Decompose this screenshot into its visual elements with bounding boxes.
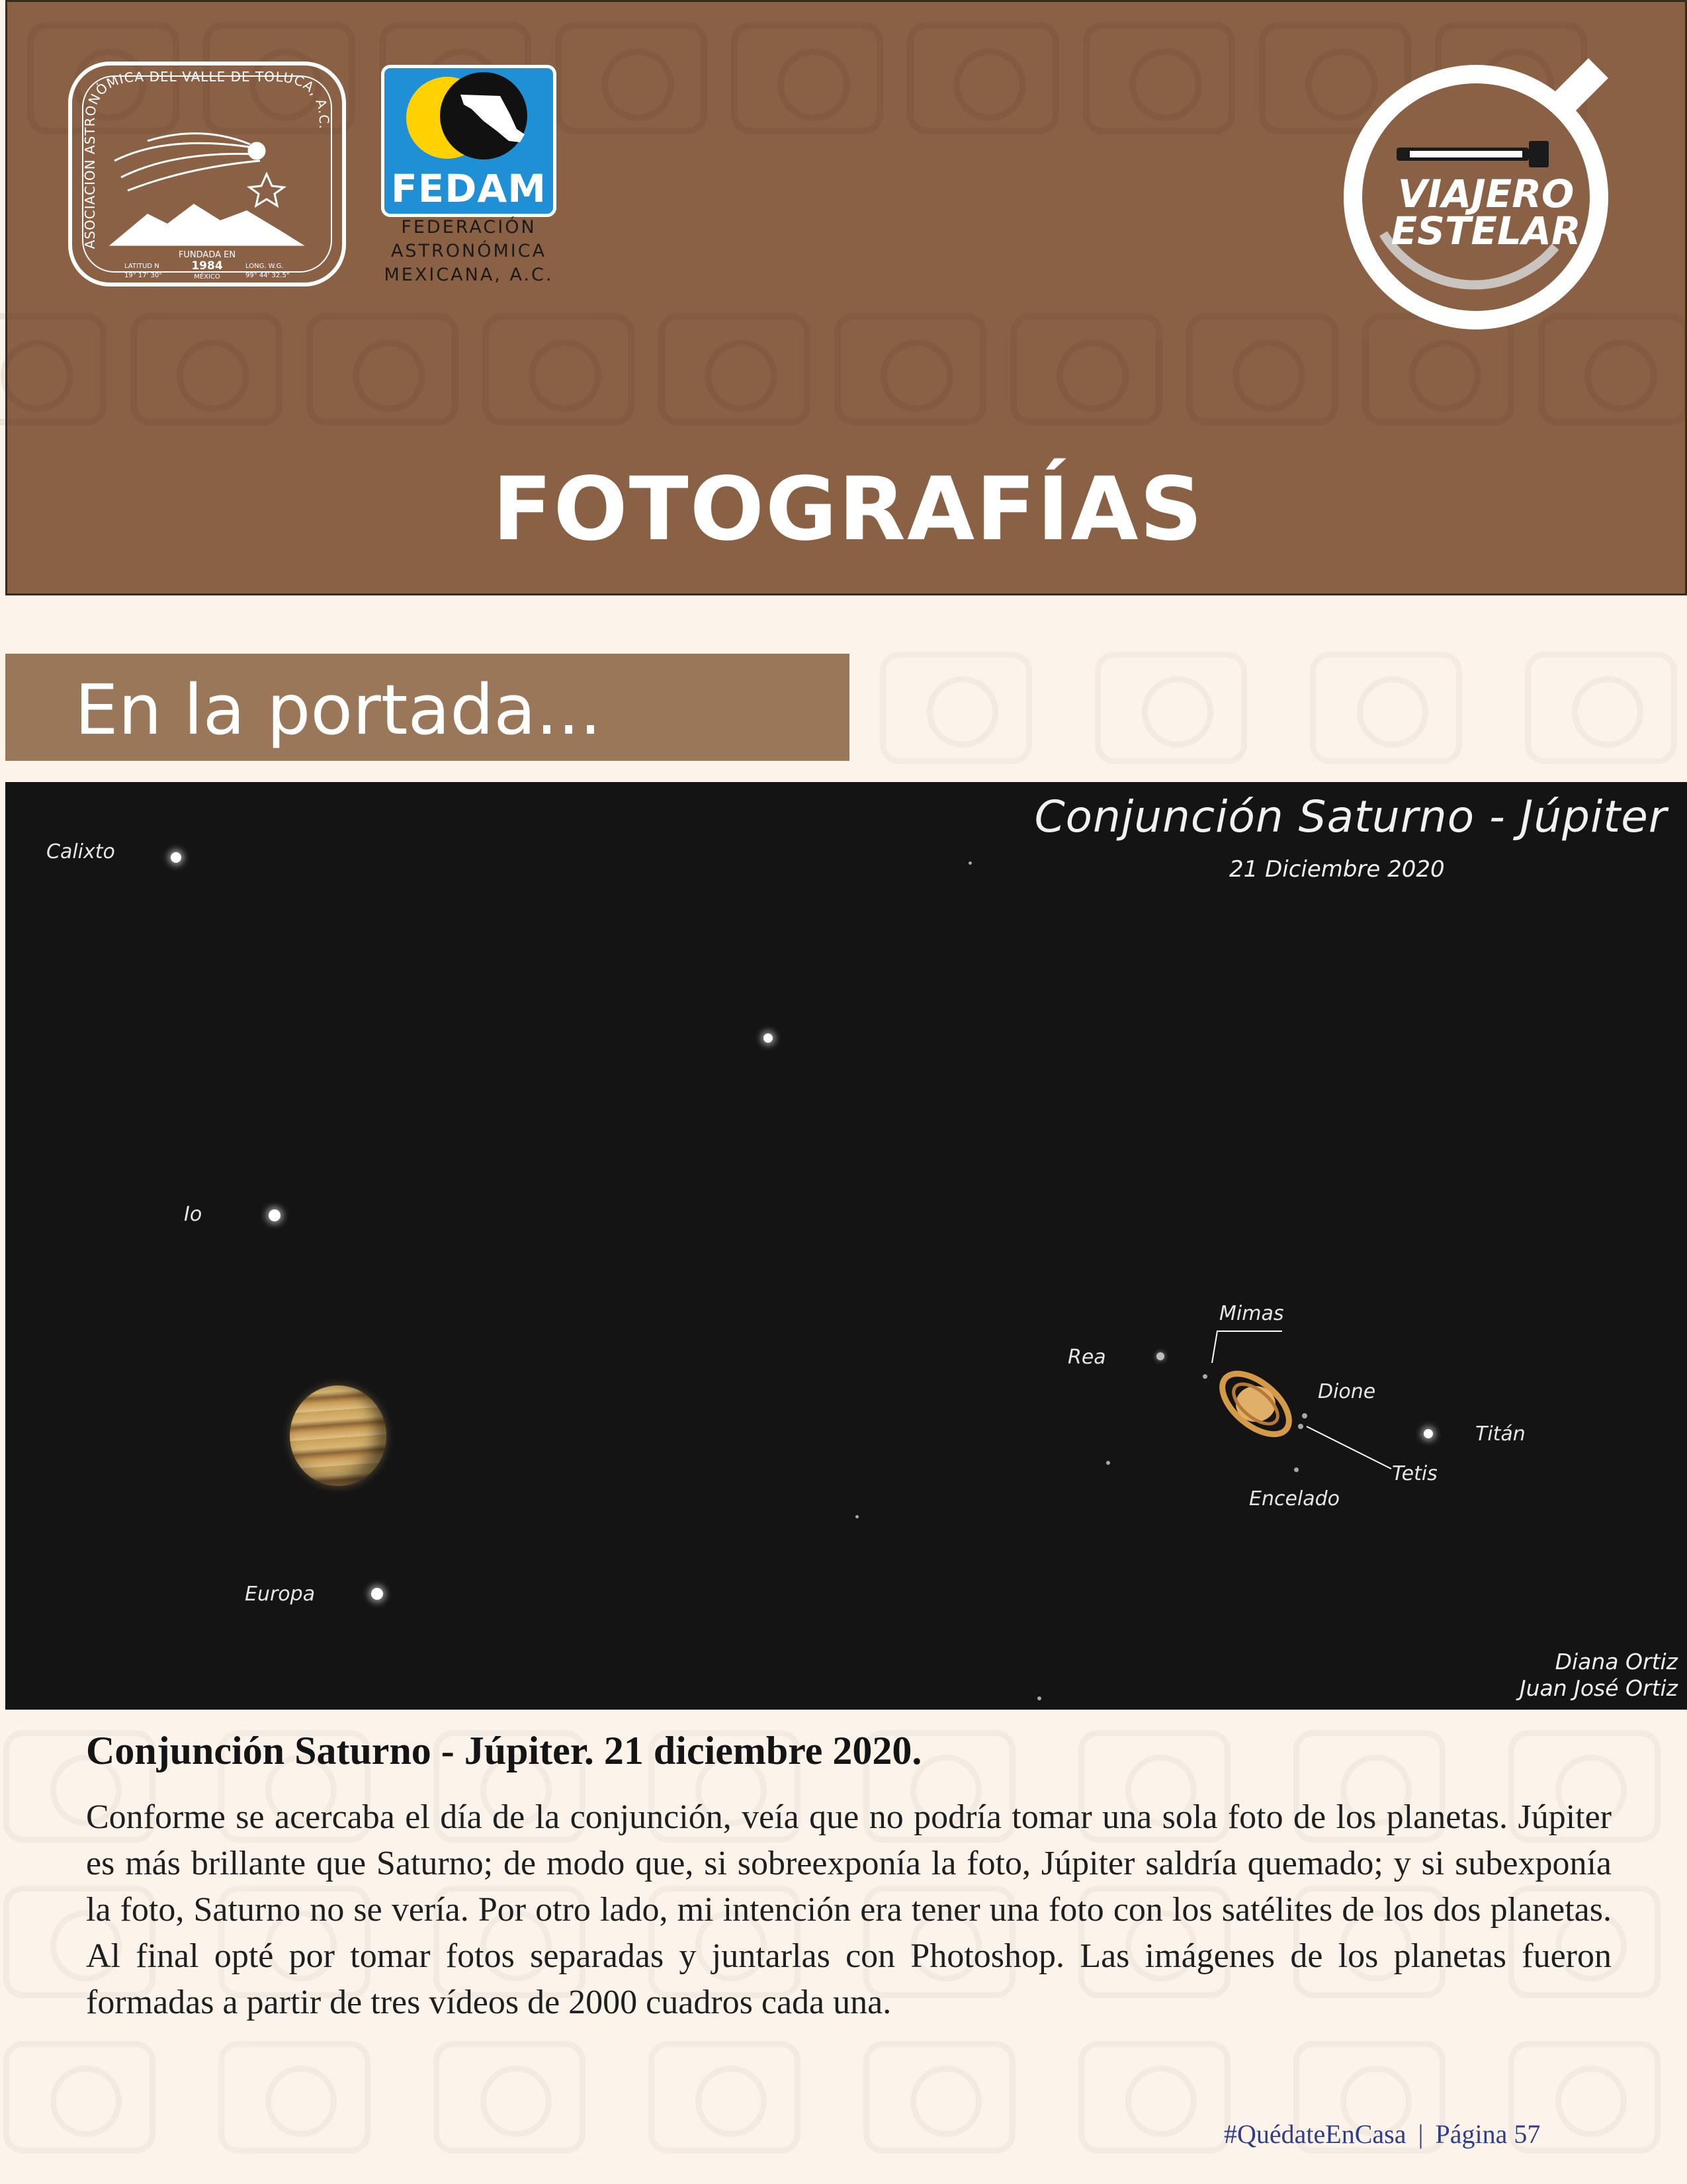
faint-star bbox=[969, 861, 972, 865]
photo-title: Conjunción Saturno - Júpiter bbox=[1034, 791, 1667, 842]
camera-watermark-icon bbox=[834, 313, 986, 425]
avt-logo bbox=[68, 62, 346, 286]
europa-label: Europa bbox=[245, 1583, 316, 1606]
mimas-leader-line bbox=[1208, 1325, 1287, 1364]
encelado-moon bbox=[1294, 1467, 1299, 1472]
faint-star bbox=[855, 1515, 859, 1518]
section-banner bbox=[5, 654, 849, 761]
camera-watermark-row bbox=[880, 652, 1677, 764]
dione-moon bbox=[1302, 1413, 1307, 1419]
camera-watermark-icon bbox=[482, 313, 634, 425]
encelado-label: Encelado bbox=[1249, 1487, 1340, 1510]
field-star bbox=[763, 1033, 773, 1043]
rea-label: Rea bbox=[1068, 1346, 1106, 1369]
camera-watermark-icon bbox=[1310, 652, 1462, 764]
camera-watermark-icon bbox=[880, 652, 1032, 764]
dione-label: Dione bbox=[1318, 1380, 1376, 1403]
camera-watermark-icon bbox=[0, 313, 107, 425]
viajero-line1: VIAJERO bbox=[1397, 171, 1575, 216]
section-label: En la portada... bbox=[75, 670, 602, 750]
camera-watermark-icon bbox=[658, 313, 810, 425]
titan-moon bbox=[1424, 1429, 1433, 1438]
calixto-moon bbox=[171, 852, 181, 863]
footer-separator: | bbox=[1418, 2119, 1424, 2149]
fedam-logo bbox=[381, 65, 556, 290]
tetis-leader-line bbox=[1305, 1425, 1398, 1471]
camera-watermark-icon bbox=[3, 2041, 155, 2154]
tetis-label: Tetis bbox=[1392, 1462, 1438, 1485]
page-footer bbox=[1224, 2118, 1540, 2150]
mountain-icon bbox=[108, 204, 306, 247]
avt-long-value: 99° 44' 32.5" bbox=[245, 272, 290, 279]
footer-hashtag: #QuédateEnCasa bbox=[1224, 2119, 1406, 2149]
page-header bbox=[5, 0, 1687, 595]
camera-watermark-icon bbox=[1083, 22, 1235, 134]
europa-moon bbox=[371, 1588, 383, 1600]
page-title: FOTOGRAFÍAS bbox=[492, 459, 1204, 560]
fedam-name: FEDAM bbox=[391, 166, 546, 211]
camera-watermark-icon bbox=[1525, 652, 1677, 764]
avt-ring-text: ASOCIACIÓN ASTRONÓMICA DEL VALLE DE TOLUCA, A.C. bbox=[82, 68, 333, 249]
avt-founded-year: 1984 bbox=[191, 259, 223, 273]
camera-watermark-icon bbox=[1095, 652, 1247, 764]
faint-star bbox=[1106, 1461, 1110, 1465]
io-label: Io bbox=[184, 1203, 202, 1226]
page-number: Página 57 bbox=[1435, 2119, 1541, 2149]
photo-credit-line2: Juan José Ortiz bbox=[1519, 1675, 1678, 1701]
camera-watermark-icon bbox=[731, 22, 883, 134]
cover-photo bbox=[5, 782, 1687, 1710]
camera-watermark-icon bbox=[218, 2041, 370, 2154]
avt-lat-label: LATITUD N bbox=[124, 263, 159, 270]
camera-watermark-icon bbox=[1078, 2041, 1231, 2154]
titan-label: Titán bbox=[1475, 1422, 1526, 1446]
article-body: Conforme se acercaba el día de la conjunción, veía que no podría tomar una sola foto de los planetas. Júpiter es más brillante que Saturno; de modo que, si sobreexponía la foto, Júpiter saldría quemado; y si subexponía la foto, Saturno no se vería. Por otro lado, mi intención era tener una foto con los satélites de los dos planetas. Al final opté por tomar fotos separadas y juntarlas con Photoshop. Las imágenes de los planetas fueron formadas a partir de tres vídeos de 2000 cuadros cada una. bbox=[86, 1798, 1612, 2021]
mimas-moon bbox=[1203, 1374, 1207, 1379]
comet-icon bbox=[114, 134, 284, 206]
avt-founded-label: FUNDADA EN bbox=[178, 250, 236, 260]
article-title: Conjunción Saturno - Júpiter. 21 diciembre 2020. bbox=[86, 1729, 922, 1772]
viajero-estelar-logo bbox=[1337, 42, 1628, 339]
saturn-planet bbox=[1206, 1358, 1305, 1450]
rea-moon bbox=[1156, 1352, 1164, 1360]
faint-star bbox=[1037, 1696, 1041, 1700]
camera-watermark-icon bbox=[433, 2041, 585, 2154]
tetis-moon bbox=[1298, 1424, 1303, 1429]
io-moon bbox=[269, 1209, 281, 1221]
camera-watermark-icon bbox=[648, 2041, 800, 2154]
camera-watermark-icon bbox=[863, 2041, 1016, 2154]
calixto-label: Calixto bbox=[46, 840, 115, 863]
fedam-badge bbox=[381, 65, 556, 217]
avt-lat-value: 19° 17' 30" bbox=[124, 272, 162, 279]
camera-watermark-icon bbox=[130, 313, 282, 425]
fedam-subtitle: FEDERACIÓN ASTRONÓMICA MEXICANA, A.C. bbox=[384, 217, 554, 285]
camera-watermark-icon bbox=[306, 313, 458, 425]
photo-date: 21 Diciembre 2020 bbox=[1229, 856, 1445, 883]
jupiter-planet bbox=[290, 1385, 386, 1486]
camera-watermark-icon bbox=[907, 22, 1059, 134]
camera-watermark-icon bbox=[1186, 313, 1338, 425]
avt-long-label: LONG. W.G. bbox=[245, 263, 284, 270]
mimas-label: Mimas bbox=[1219, 1302, 1284, 1325]
photo-credit-line1: Diana Ortiz bbox=[1555, 1649, 1678, 1675]
avt-place: MÉXICO bbox=[194, 273, 220, 281]
camera-watermark-icon bbox=[555, 22, 707, 134]
camera-watermark-icon bbox=[1010, 313, 1162, 425]
viajero-line2: ESTELAR bbox=[1391, 208, 1581, 253]
